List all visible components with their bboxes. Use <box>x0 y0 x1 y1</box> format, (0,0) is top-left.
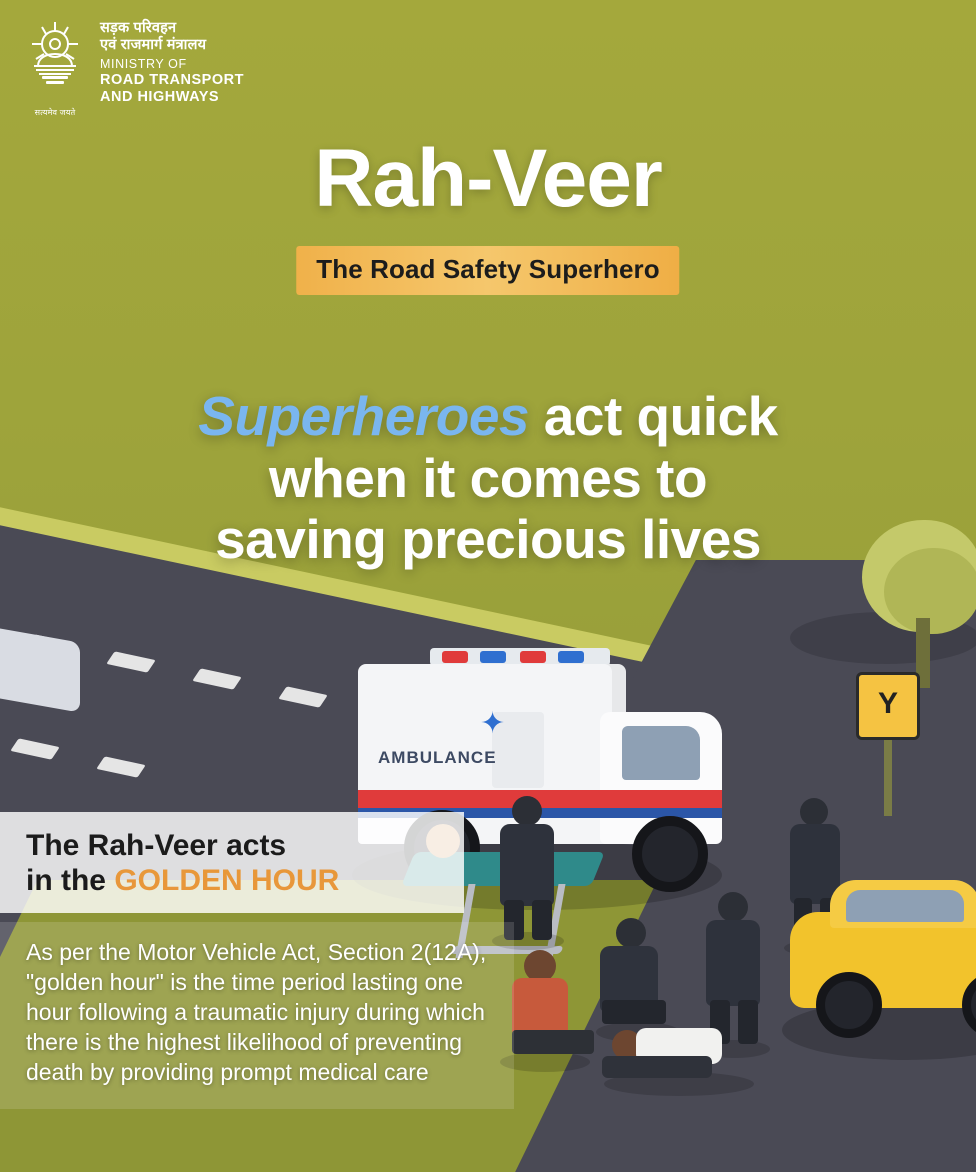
ambulance-light-blue <box>480 651 506 663</box>
ministry-line1: MINISTRY OF <box>100 57 187 72</box>
subtitle-banner <box>296 246 679 295</box>
golden-hour-callout <box>0 812 464 913</box>
headline-line-1 <box>0 386 976 448</box>
headline-line-3: saving precious lives <box>215 508 761 571</box>
emblem-motto: सत्यमेव जयते <box>34 108 76 117</box>
ministry-hindi-line2: एवं राजमार्ग मंत्रालय <box>100 37 207 54</box>
subtitle-text: The Road Safety Superhero <box>316 254 660 284</box>
ministry-hindi-line1: सड़क परिवहन <box>100 20 177 36</box>
damaged-car-window <box>846 890 964 922</box>
star-of-life-icon: ✦ <box>480 707 506 740</box>
headline-line-2: when it comes to <box>268 446 708 509</box>
road-sign-icon: Y <box>856 672 920 740</box>
golden-hour-line-1: The Rah-Veer acts <box>26 829 287 862</box>
ambulance-wheel <box>632 816 708 892</box>
description-text: As per the Motor Vehicle Act, Section 2(12A), "golden hour" is the time period lasting one hour following a traumatic injury during which there is the highest likelihood of preventing death by providing prompt medical care <box>26 939 487 1085</box>
car-wheel <box>816 972 882 1038</box>
headline <box>0 386 976 571</box>
headline-line-1-rest: act quick <box>529 385 778 447</box>
golden-hour-highlight: GOLDEN HOUR <box>114 864 340 898</box>
headline-accent-word: Superheroes <box>198 385 529 447</box>
ambulance-light-red <box>442 651 468 663</box>
ministry-line3: AND HIGHWAYS <box>100 89 220 106</box>
ambulance-windshield <box>622 726 700 780</box>
golden-hour-prefix: in the <box>26 864 115 898</box>
ministry-block <box>100 20 244 107</box>
ministry-line2: ROAD TRANSPORT <box>100 71 244 88</box>
national-emblem <box>18 14 92 118</box>
ambulance-label: AMBULANCE <box>378 748 497 767</box>
golden-hour-line-2 <box>26 863 446 898</box>
description-block <box>0 922 514 1109</box>
ambulance-light-blue <box>558 651 584 663</box>
ambulance-light-red <box>520 651 546 663</box>
page-title: Rah-Veer <box>314 133 662 224</box>
